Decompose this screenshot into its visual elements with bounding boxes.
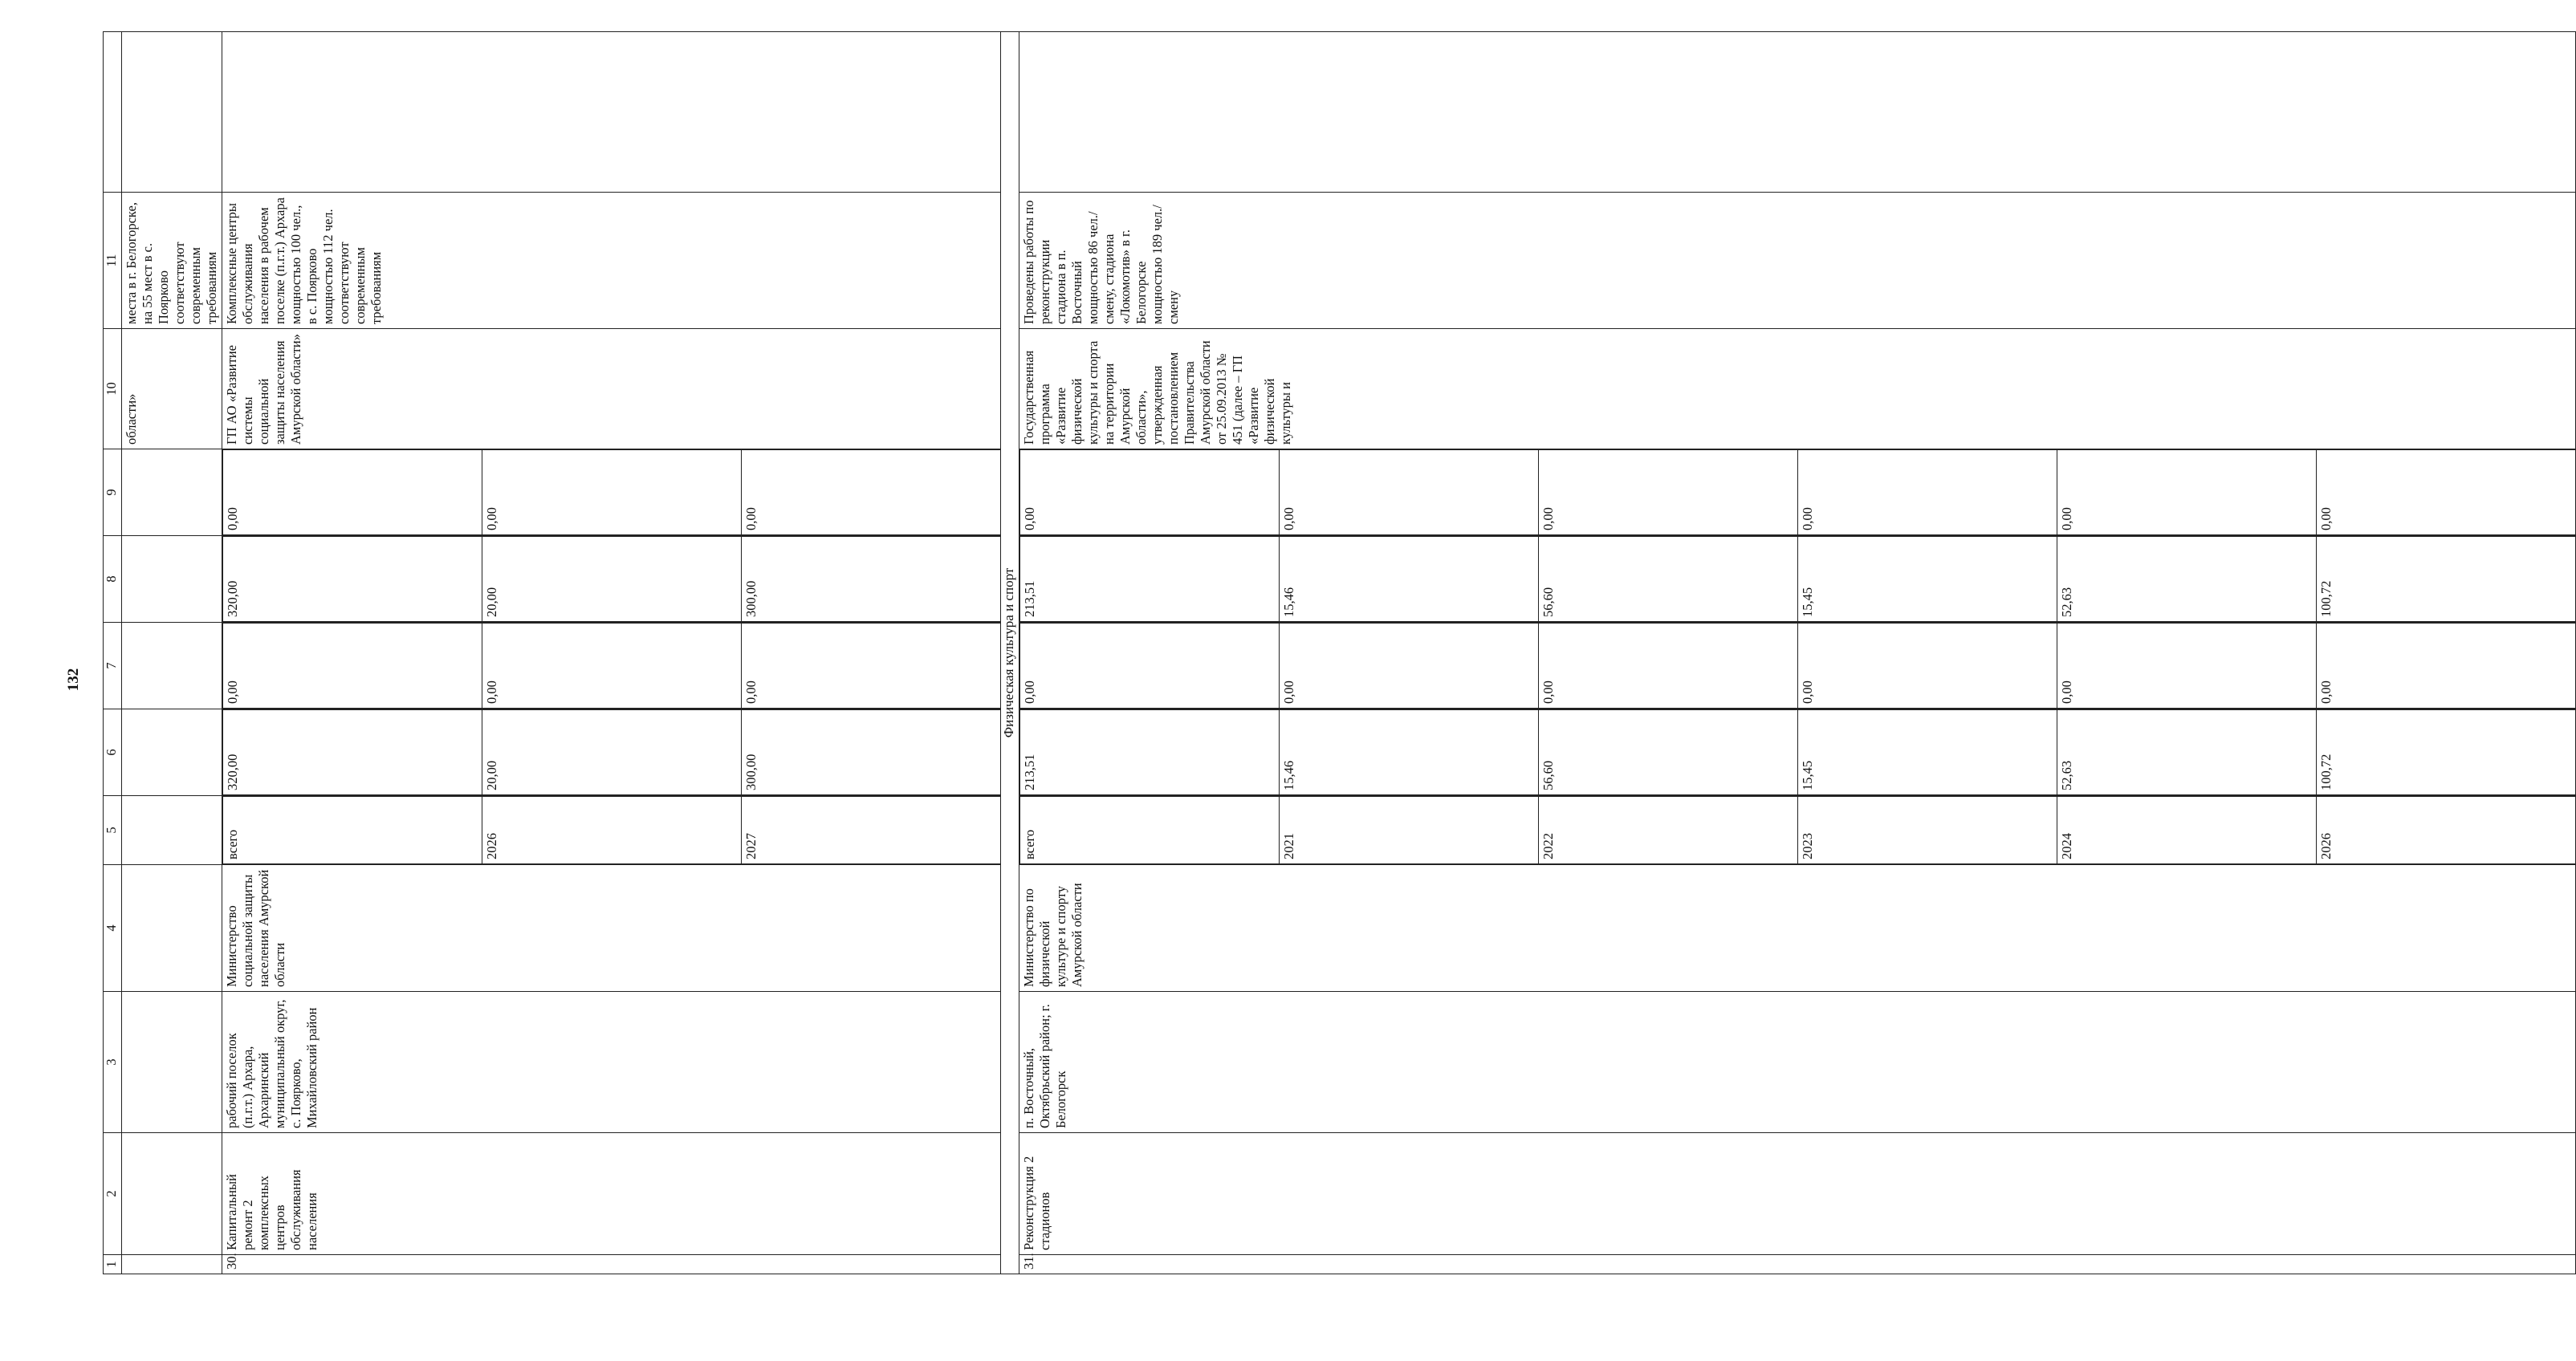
program-reference: ГП АО «Развитие системы социальной защиты населения Амурской области» <box>222 329 1001 449</box>
object-name: Капитальный ремонт 2 комплексных центров обслуживания населения <box>222 1133 1001 1255</box>
table-row-31 <box>1019 32 2576 1274</box>
amount-value: 213,51 <box>1020 710 1280 795</box>
year-value: 2021 <box>1280 797 1539 864</box>
amount-value: 100,72 <box>2317 710 2576 795</box>
amount-value: 0,00 <box>2317 624 2576 709</box>
amount-value: 320,00 <box>223 710 482 795</box>
amount-value: 213,51 <box>1020 537 1280 622</box>
amount-value: 56,60 <box>1539 710 1798 795</box>
amount-value: 20,00 <box>482 710 742 795</box>
col7-cell <box>1019 623 2576 709</box>
continuation-row <box>122 32 222 1274</box>
header-col-10: 10 <box>104 329 122 449</box>
header-col-1: 1 <box>104 1255 122 1274</box>
amount-value: 15,46 <box>1280 537 1539 622</box>
header-col-9: 9 <box>104 449 122 536</box>
executor: Министерство социальной защиты населения Амурской области <box>222 865 1001 992</box>
program-table <box>103 31 2576 1274</box>
amount-value: 300,00 <box>742 710 1001 795</box>
section-title: Физическая культура и спорт <box>1001 32 1019 1274</box>
amount-value: 52,63 <box>2057 710 2317 795</box>
amount-value: 0,00 <box>223 624 482 709</box>
amount-value: 0,00 <box>742 450 1001 535</box>
amount-value: 0,00 <box>742 624 1001 709</box>
object-name: Реконструкция 2 стадионов <box>1019 1133 2576 1255</box>
year-value: 2027 <box>742 797 1001 864</box>
amount-value: 0,00 <box>1020 450 1280 535</box>
col9-cell <box>1019 449 2576 536</box>
amount-value: 0,00 <box>2057 624 2317 709</box>
amount-value: 0,00 <box>482 624 742 709</box>
amount-value: 0,00 <box>2317 450 2576 535</box>
amount-value: 0,00 <box>482 450 742 535</box>
header-col-3: 3 <box>104 992 122 1133</box>
object-location: п. Восточный, Октябрьский район; г. Белогорск <box>1019 992 2576 1133</box>
header-col-2: 2 <box>104 1133 122 1255</box>
amount-value: 0,00 <box>1539 450 1798 535</box>
header-col-7: 7 <box>104 623 122 709</box>
col6-cell <box>222 709 1001 796</box>
amount-value: 300,00 <box>742 537 1001 622</box>
rotated-table-wrapper <box>103 32 2334 1274</box>
amount-value: 15,46 <box>1280 710 1539 795</box>
header-col-11: 11 <box>104 193 122 329</box>
amount-value: 0,00 <box>1539 624 1798 709</box>
col8-cell <box>222 536 1001 623</box>
year-value: 2023 <box>1798 797 2057 864</box>
section-header-row <box>1001 32 1019 1274</box>
continuation-program: области» <box>122 329 222 449</box>
executor: Министерство по физической культуре и спорту Амурской области <box>1019 865 2576 992</box>
amount-value: 15,45 <box>1798 710 2057 795</box>
col8-cell <box>1019 536 2576 623</box>
year-value: 2022 <box>1539 797 1798 864</box>
amount-value: 20,00 <box>482 537 742 622</box>
page-number: 132 <box>65 668 82 692</box>
expected-result: Проведены работы по реконструкции стадиона в п. Восточный мощностью 86 чел./смену, стадиона «Локомотив» в г. Белогорске мощностью 189 чел./смену <box>1019 193 2576 329</box>
header-row <box>104 32 122 1274</box>
continuation-result: места в г. Белогорске, на 55 мест в с. Поярково соответствуют современным требованиям <box>122 193 222 329</box>
years-cell <box>222 796 1001 865</box>
amount-value: 15,45 <box>1798 537 2057 622</box>
amount-value: 320,00 <box>223 537 482 622</box>
years-cell <box>1019 796 2576 865</box>
row-number: 30. <box>222 1255 1001 1274</box>
amount-value: 0,00 <box>2057 450 2317 535</box>
row-number: 31. <box>1019 1255 2576 1274</box>
year-value: всего <box>223 797 482 864</box>
year-value: 2024 <box>2057 797 2317 864</box>
amount-value: 0,00 <box>223 450 482 535</box>
amount-value: 0,00 <box>1280 450 1539 535</box>
col6-cell <box>1019 709 2576 796</box>
year-value: 2026 <box>482 797 742 864</box>
amount-value: 0,00 <box>1020 624 1280 709</box>
year-value: всего <box>1020 797 1280 864</box>
amount-value: 52,63 <box>2057 537 2317 622</box>
header-col-5: 5 <box>104 796 122 865</box>
header-col-6: 6 <box>104 709 122 796</box>
amount-value: 0,00 <box>1280 624 1539 709</box>
amount-value: 100,72 <box>2317 537 2576 622</box>
amount-value: 0,00 <box>1798 624 2057 709</box>
expected-result: Комплексные центры обслуживания населения в рабочем поселке (п.г.т.) Архара мощностью 100 чел., в с. Поярково мощностью 112 чел. соответствуют современным требованиям <box>222 193 1001 329</box>
table-row-30 <box>222 32 1001 1274</box>
col7-cell <box>222 623 1001 709</box>
header-col-4: 4 <box>104 865 122 992</box>
amount-value: 56,60 <box>1539 537 1798 622</box>
header-col-8: 8 <box>104 536 122 623</box>
header-blank <box>104 32 122 193</box>
col9-cell <box>222 449 1001 536</box>
year-value: 2026 <box>2317 797 2576 864</box>
object-location: рабочий поселок (п.г.т.) Архара, Архаринский муниципальный округ, с. Поярково, Михайловский район <box>222 992 1001 1133</box>
program-reference: Государственная программа «Развитие физической культуры и спорта на территории Амурской области», утвержденная постановлением Правительства Амурской области от 25.09.2013 № 451 (далее – ГП «Развитие физической культуры и <box>1019 329 2576 449</box>
amount-value: 0,00 <box>1798 450 2057 535</box>
